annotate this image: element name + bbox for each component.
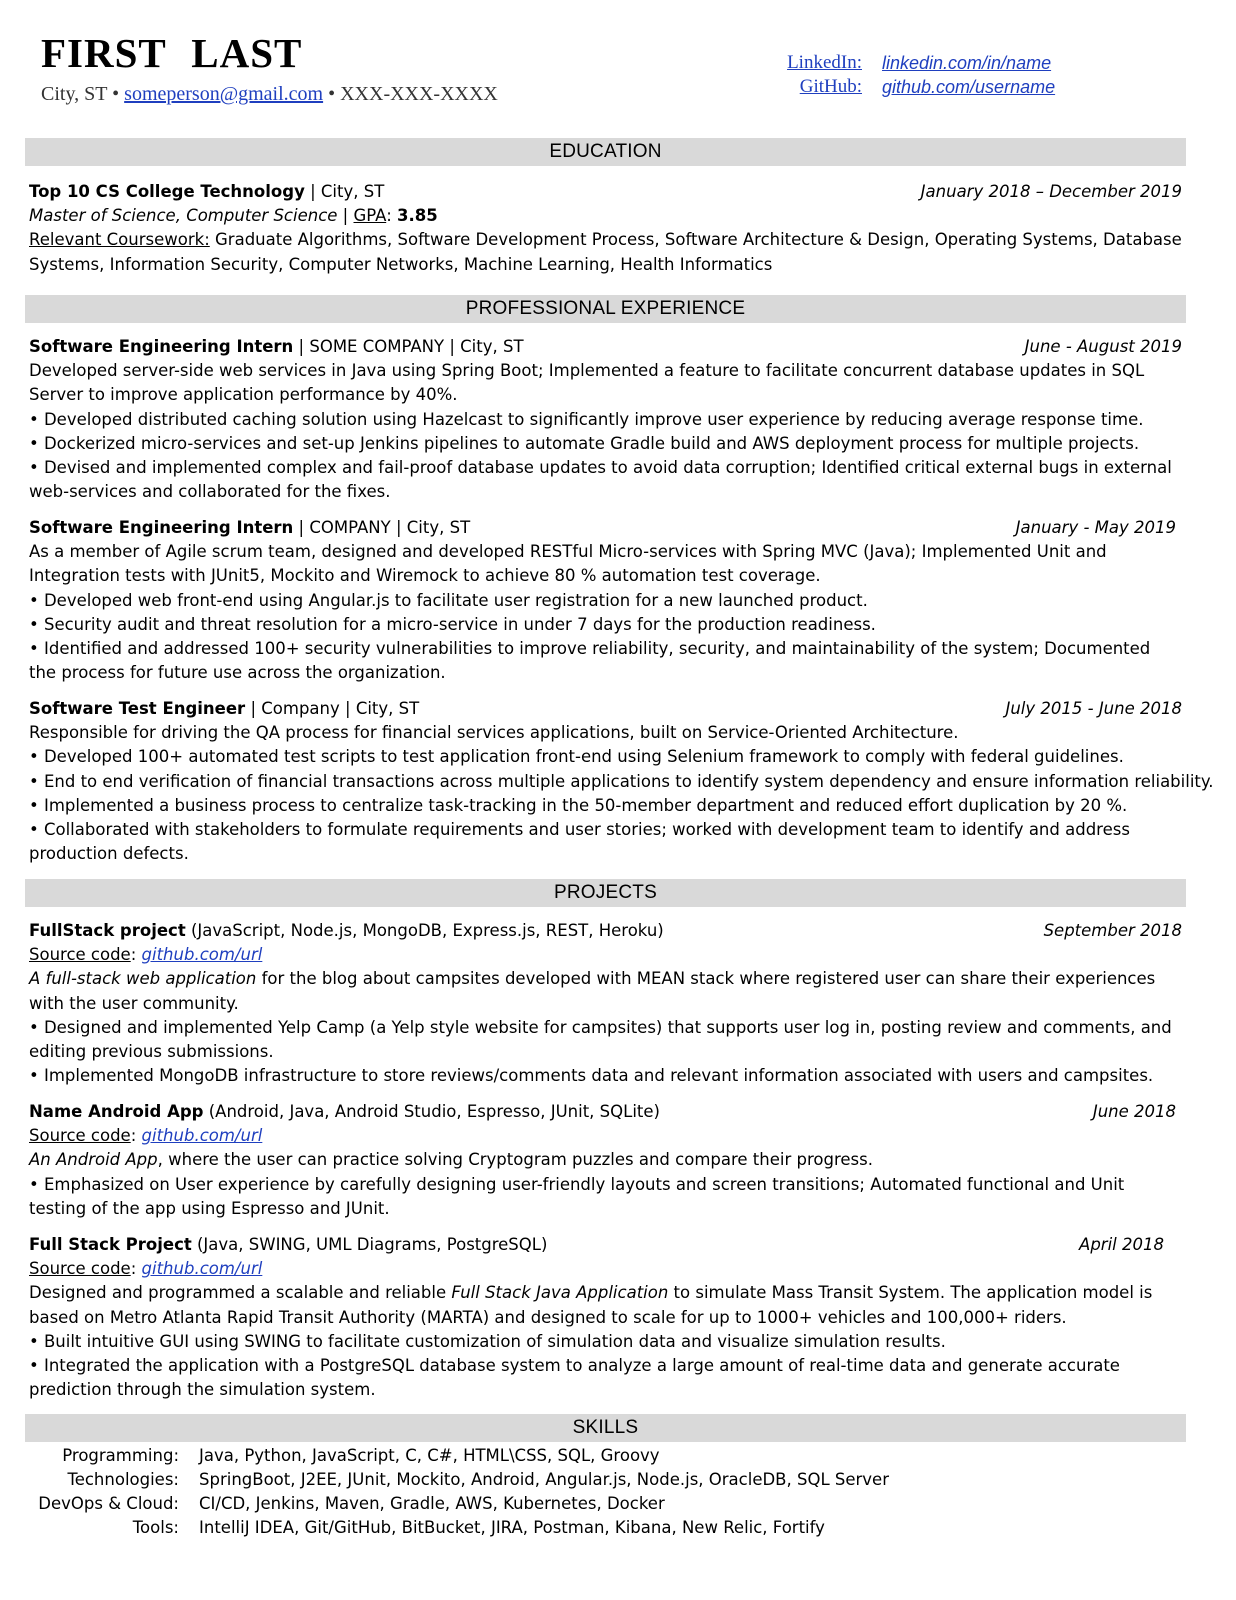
job-dates: June - August 2019 [1024,337,1182,356]
source-link[interactable]: github.com/url [141,1126,263,1146]
skill-value: IntelliJ IDEA, Git/GitHub, BitBucket, JIRA, Postman, Kibana, New Relic, Fortify [199,1518,825,1537]
job-bullet: • Security audit and threat resolution for a micro-service in under 7 days for the production readiness. [29,614,876,634]
education-entry [29,180,1182,277]
coursework-list: Graduate Algorithms, Software Development Process, Software Architecture & Design, Operating Systems, Database Systems, Information Security, Computer Networks, Machine Learning, Health Informatics [29,230,1182,274]
job-summary: Developed server-side web services in Java using Spring Boot; Implemented a feature to facilitate concurrent database updates in SQL Server to improve application performance by 40%. [29,361,1145,405]
job-entry [29,697,1214,866]
project-tech: (Android, Java, Android Studio, Espresso, JUnit, SQLite) [208,1102,660,1121]
project-bullet: • Integrated the application with a PostgreSQL database system to analyze a large amount of real-time data and generate accurate prediction through the simulation system. [29,1356,1120,1400]
degree: Master of Science, Computer Science [29,206,338,226]
job-title: Software Engineering Intern [29,518,294,537]
project-tech: (Java, SWING, UML Diagrams, PostgreSQL) [197,1235,548,1254]
education-dates: January 2018 – December 2019 [920,182,1182,201]
job-location: City, ST [355,699,420,718]
project-description [29,1281,1182,1329]
github-label[interactable]: GitHub: [799,76,862,97]
gpa-label: GPA [353,206,387,226]
job-location: City, ST [460,337,524,356]
job-title: Software Engineering Intern [29,337,294,356]
skill-row [29,1468,1179,1492]
source-line: Source code: github.com/url [29,1259,263,1279]
skill-value: SpringBoot, J2EE, JUnit, Mockito, Android, Angular.js, Node.js, OracleDB, SQL Server [199,1470,889,1489]
education-heading: EDUCATION [25,138,1186,166]
skill-label: Technologies: [67,1470,179,1489]
project-description [29,967,1182,1015]
skills-list [29,1444,1179,1540]
gpa-value: 3.85 [397,206,438,226]
job-bullet: • Developed web front-end using Angular.js to facilitate user registration for a new launched product. [29,590,868,610]
job-bullet: • Collaborated with stakeholders to formulate requirements and user stories; worked with development team to identify and address production defects. [29,820,1130,864]
school-name: Top 10 CS College Technology [29,182,305,201]
degree-line: Master of Science, Computer Science | GPA: 3.85 [29,206,438,226]
job-dates: July 2015 - June 2018 [1005,699,1182,718]
job-bullet: • Developed distributed caching solution using Hazelcast to significantly improve user experience by reducing average response time. [29,409,1144,429]
github-link[interactable]: github.com/username [882,77,1056,97]
skill-label: Programming: [62,1446,179,1465]
phone: XXX-XXX-XXXX [340,83,498,105]
source-label: Source code [29,1259,131,1279]
project-bullet: • Designed and implemented Yelp Camp (a Yelp style website for campsites) that supports user log in, posting review and comments, and editing previous submissions. [29,1017,1172,1062]
source-line: Source code: github.com/url [29,1126,263,1146]
source-line: Source code: github.com/url [29,945,263,965]
project-bullet: • Implemented MongoDB infrastructure to store reviews/comments data and relevant information associated with users and campsites. [29,1066,1154,1086]
project-description-emphasis: An Android App [29,1150,158,1170]
linkedin-row [760,51,1120,75]
project-bullet: • Emphasized on User experience by carefully designing user-friendly layouts and screen transitions; Automated functional and Unit testing of the app using Espresso and JUnit. [29,1174,1125,1218]
project-date: June 2018 [1092,1102,1176,1121]
project-name: Full Stack Project [29,1235,192,1254]
job-dates: January - May 2019 [1015,518,1176,537]
project-header [29,919,1182,943]
job-summary: Responsible for driving the QA process for financial services applications, built on Service-Oriented Architecture. [29,723,959,743]
project-tech: (JavaScript, Node.js, MongoDB, Express.js, REST, Heroku) [190,921,664,940]
project-description-emphasis: Full Stack Java Application [451,1283,669,1303]
job-company: COMPANY [309,518,391,537]
job-bullet: • Implemented a business process to centralize task-tracking in the 50-member department and reduced effort duplication by 20 %. [29,795,1128,815]
project-description-lead: Designed and programmed a scalable and reliable [29,1283,452,1303]
job-bullet: • Developed 100+ automated test scripts to test application front-end using Selenium framework to comply with federal guidelines. [29,747,1124,767]
project-name: FullStack project [29,921,186,940]
job-summary: As a member of Agile scrum team, designed and developed RESTful Micro-services with Spring MVC (Java); Implemented Unit and Integration tests with JUnit5, Mockito and Wiremock to achieve 80 % automation test coverage. [29,542,1107,586]
separator: • [112,83,120,105]
linkedin-link[interactable]: linkedin.com/in/name [882,53,1052,73]
separator: • [328,83,336,105]
project-entry [29,1100,1182,1221]
project-entry [29,919,1182,1088]
job-location: City, ST [406,518,471,537]
coursework-label: Relevant Coursework: [29,230,210,250]
location: City, ST [41,83,108,105]
linkedin-label[interactable]: LinkedIn: [787,52,862,73]
school-line: Top 10 CS College Technology | City, ST January 2018 – December 2019 [29,180,1182,204]
skill-label: Tools: [132,1518,179,1537]
profile-links [760,51,1120,99]
job-bullet: • Devised and implemented complex and fail-proof database updates to avoid data corruption; Identified critical external bugs in external web-services and collaborated for the fixes. [29,458,1172,502]
job-bullet: • End to end verification of financial transactions across multiple applications to identify system dependency and ensure information reliability. [29,771,1214,791]
project-header [29,1100,1182,1124]
source-label: Source code [29,945,131,965]
skill-value: CI/CD, Jenkins, Maven, Gradle, AWS, Kubernetes, Docker [199,1494,665,1513]
skill-row [29,1516,1179,1540]
job-header: Software Engineering Intern | COMPANY | City, ST January - May 2019 [29,516,1182,540]
project-name: Name Android App [29,1102,204,1121]
job-bullet: • Dockerized micro-services and set-up Jenkins pipelines to automate Gradle build and AWS deployment process for multiple projects. [29,433,1140,453]
skills-heading: SKILLS [25,1414,1186,1442]
skill-row [29,1444,1179,1468]
skill-label: DevOps & Cloud: [38,1494,179,1513]
email-link[interactable]: someperson@gmail.com [124,83,324,105]
job-company: Company [261,699,340,718]
project-description-text: to simulate Mass Transit System. The application model is based on Metro Atlanta Rapid Transit Authority (MARTA) and designed to scale for up to 1000+ vehicles and 100,000+ riders. [29,1283,1153,1327]
school-location: City, ST [320,182,385,201]
job-entry [29,335,1182,504]
project-description-text: for the blog about campsites developed with MEAN stack where registered user can share their experiences with the user community. [29,969,1156,1013]
project-bullet: • Built intuitive GUI using SWING to facilitate customization of simulation data and visualize simulation results. [29,1331,946,1351]
experience-heading: PROFESSIONAL EXPERIENCE [25,295,1186,323]
source-label: Source code [29,1126,131,1146]
project-description-emphasis: A full-stack web application [29,969,257,989]
project-entry [29,1233,1182,1402]
coursework-line [29,228,1182,276]
source-link[interactable]: github.com/url [141,945,263,965]
projects-heading: PROJECTS [25,879,1186,907]
job-header: Software Test Engineer | Company | City, ST July 2015 - June 2018 [29,697,1182,721]
project-header [29,1233,1182,1257]
skill-row [29,1492,1179,1516]
job-company: SOME COMPANY [309,337,445,356]
job-entry [29,516,1182,685]
github-row [760,75,1120,99]
skill-value: Java, Python, JavaScript, C, C#, HTML\CSS, SQL, Groovy [199,1446,660,1465]
project-date: April 2018 [1079,1235,1164,1254]
job-title: Software Test Engineer [29,699,246,718]
job-bullet: • Identified and addressed 100+ security vulnerabilities to improve reliability, security, and maintainability of the system; Documented the process for future use across the organization. [29,639,1151,683]
project-description [29,1148,1182,1172]
project-date: September 2018 [1043,921,1182,940]
project-description-text: , where the user can practice solving Cryptogram puzzles and compare their progress. [157,1150,873,1170]
contact-line [41,82,498,106]
candidate-name: FIRST LAST [41,30,303,76]
source-link[interactable]: github.com/url [141,1259,263,1279]
job-header: Software Engineering Intern | SOME COMPANY | City, ST June - August 2019 [29,335,1182,359]
